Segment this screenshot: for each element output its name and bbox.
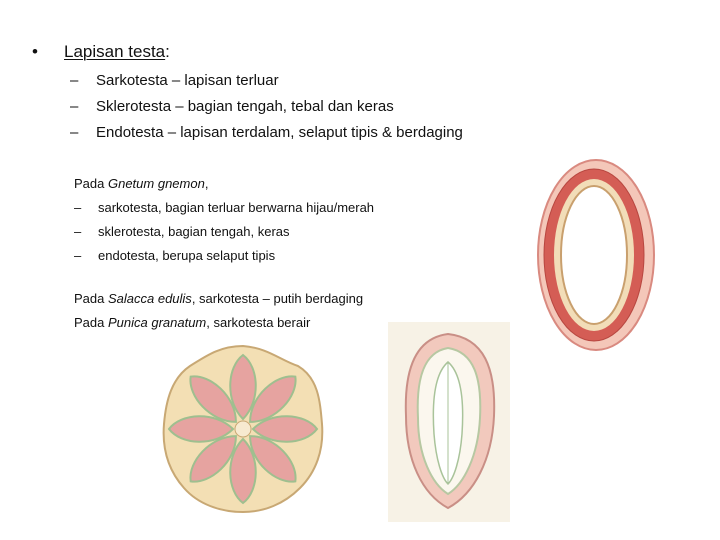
gnetum-item-2: sklerotesta, bagian tengah, keras — [98, 224, 290, 239]
bullet-icon: • — [32, 42, 38, 61]
salacca-species: Salacca edulis — [107, 291, 192, 306]
salacca-prefix: Pada — [74, 291, 108, 306]
salacca-seed-illustration — [388, 322, 510, 522]
heading-suffix: : — [165, 42, 170, 61]
gnetum-block — [74, 172, 374, 268]
list-item — [74, 244, 374, 268]
list-item — [74, 220, 374, 244]
dash-icon: – — [74, 224, 82, 239]
punica-prefix: Pada — [74, 315, 108, 330]
gnetum-title — [74, 172, 374, 196]
list-item — [70, 94, 463, 120]
gnetum-item-1: sarkotesta, bagian terluar berwarna hijau/merah — [98, 200, 375, 215]
list-item — [70, 68, 463, 94]
main-bullet — [32, 42, 170, 62]
punica-fruit-illustration — [158, 338, 328, 518]
gnetum-suffix: , — [204, 176, 209, 191]
layer-endotesta: Endotesta – lapisan terdalam, selaput tipis & berdaging — [96, 124, 463, 141]
gnetum-prefix: Pada — [74, 176, 108, 191]
dash-icon: – — [74, 248, 82, 263]
list-item — [70, 120, 463, 146]
list-item — [74, 196, 374, 220]
layer-list — [70, 68, 463, 146]
salacca-suffix: , sarkotesta – putih berdaging — [191, 291, 364, 306]
gnetum-item-3: endotesta, berupa selaput tipis — [98, 248, 276, 263]
gnetum-species: Gnetum gnemon — [107, 176, 205, 191]
dash-icon: – — [70, 72, 79, 89]
heading-link[interactable]: Lapisan testa — [64, 42, 166, 61]
gnetum-seed-illustration — [528, 152, 664, 362]
punica-suffix: , sarkotesta berair — [206, 315, 311, 330]
layer-sklerotesta: Sklerotesta – bagian tengah, tebal dan keras — [96, 98, 394, 115]
other-species-block — [74, 287, 363, 335]
punica-line — [74, 311, 363, 335]
dash-icon: – — [74, 200, 82, 215]
dash-icon: – — [70, 124, 79, 141]
dash-icon: – — [70, 98, 79, 115]
layer-sarkotesta: Sarkotesta – lapisan terluar — [96, 72, 279, 89]
salacca-line — [74, 287, 363, 311]
punica-species: Punica granatum — [107, 315, 207, 330]
